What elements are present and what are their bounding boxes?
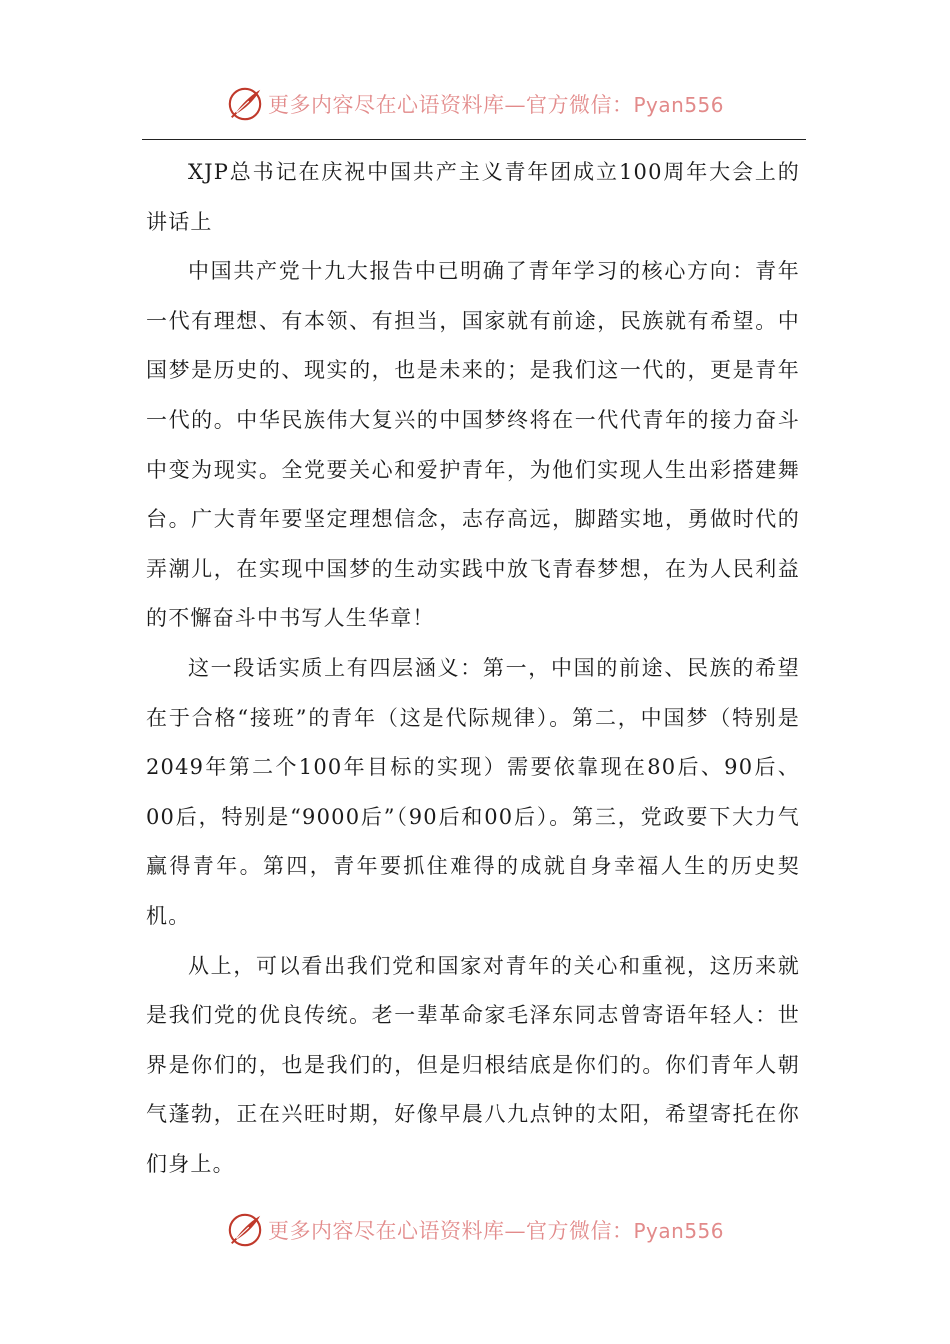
header-banner bbox=[0, 80, 950, 128]
quill-pen-logo-icon bbox=[226, 1211, 264, 1249]
header-divider bbox=[142, 139, 806, 140]
footer-wechat-id: Pyan556 bbox=[633, 1219, 724, 1243]
document-title: XJP总书记在庆祝中国共产主义青年团成立100周年大会上的讲话上 bbox=[146, 160, 800, 234]
header-banner-text: 更多内容尽在心语资料库—官方微信：Pyan556 bbox=[267, 93, 724, 117]
paragraph: 这一段话实质上有四层涵义：第一，中国的前途、民族的希望在于合格“接班”的青年（这是代际规律）。第二，中国梦（特别是2049年第二个100年目标的实现）需要依靠现在80后、90后、00后，特别是“9000后”（90后和00后）。第三，党政要下大力气赢得青年。第四，青年要抓住难得的成就自身幸福人生的历史契机。 bbox=[146, 655, 800, 928]
paragraph: 中国共产党十九大报告中已明确了青年学习的核心方向：青年一代有理想、有本领、有担当，国家就有前途，民族就有希望。中国梦是历史的、现实的，也是未来的；是我们这一代的，更是青年一代的。中华民族伟大复兴的中国梦终将在一代代青年的接力奋斗中变为现实。全党要关心和爱护青年，为他们实现人生出彩搭建舞台。广大青年要坚定理想信念，志存高远，脚踏实地，勇做时代的弄潮儿，在实现中国梦的生动实践中放飞青春梦想，在为人民利益的不懈奋斗中书写人生华章！ bbox=[146, 259, 800, 631]
header-wechat-id: Pyan556 bbox=[633, 93, 724, 117]
footer-banner-text: 更多内容尽在心语资料库—官方微信：Pyan556 bbox=[267, 1219, 724, 1243]
footer-banner bbox=[0, 1206, 950, 1254]
quill-pen-logo-icon bbox=[226, 85, 264, 123]
paragraph: 从上，可以看出我们党和国家对青年的关心和重视，这历来就是我们党的优良传统。老一辈革命家毛泽东同志曾寄语年轻人：世界是你们的，也是我们的，但是归根结底是你们的。你们青年人朝气蓬勃，正在兴旺时期，好像早晨八九点钟的太阳，希望寄托在你们身上。 bbox=[146, 953, 800, 1176]
document-body bbox=[146, 148, 800, 1189]
